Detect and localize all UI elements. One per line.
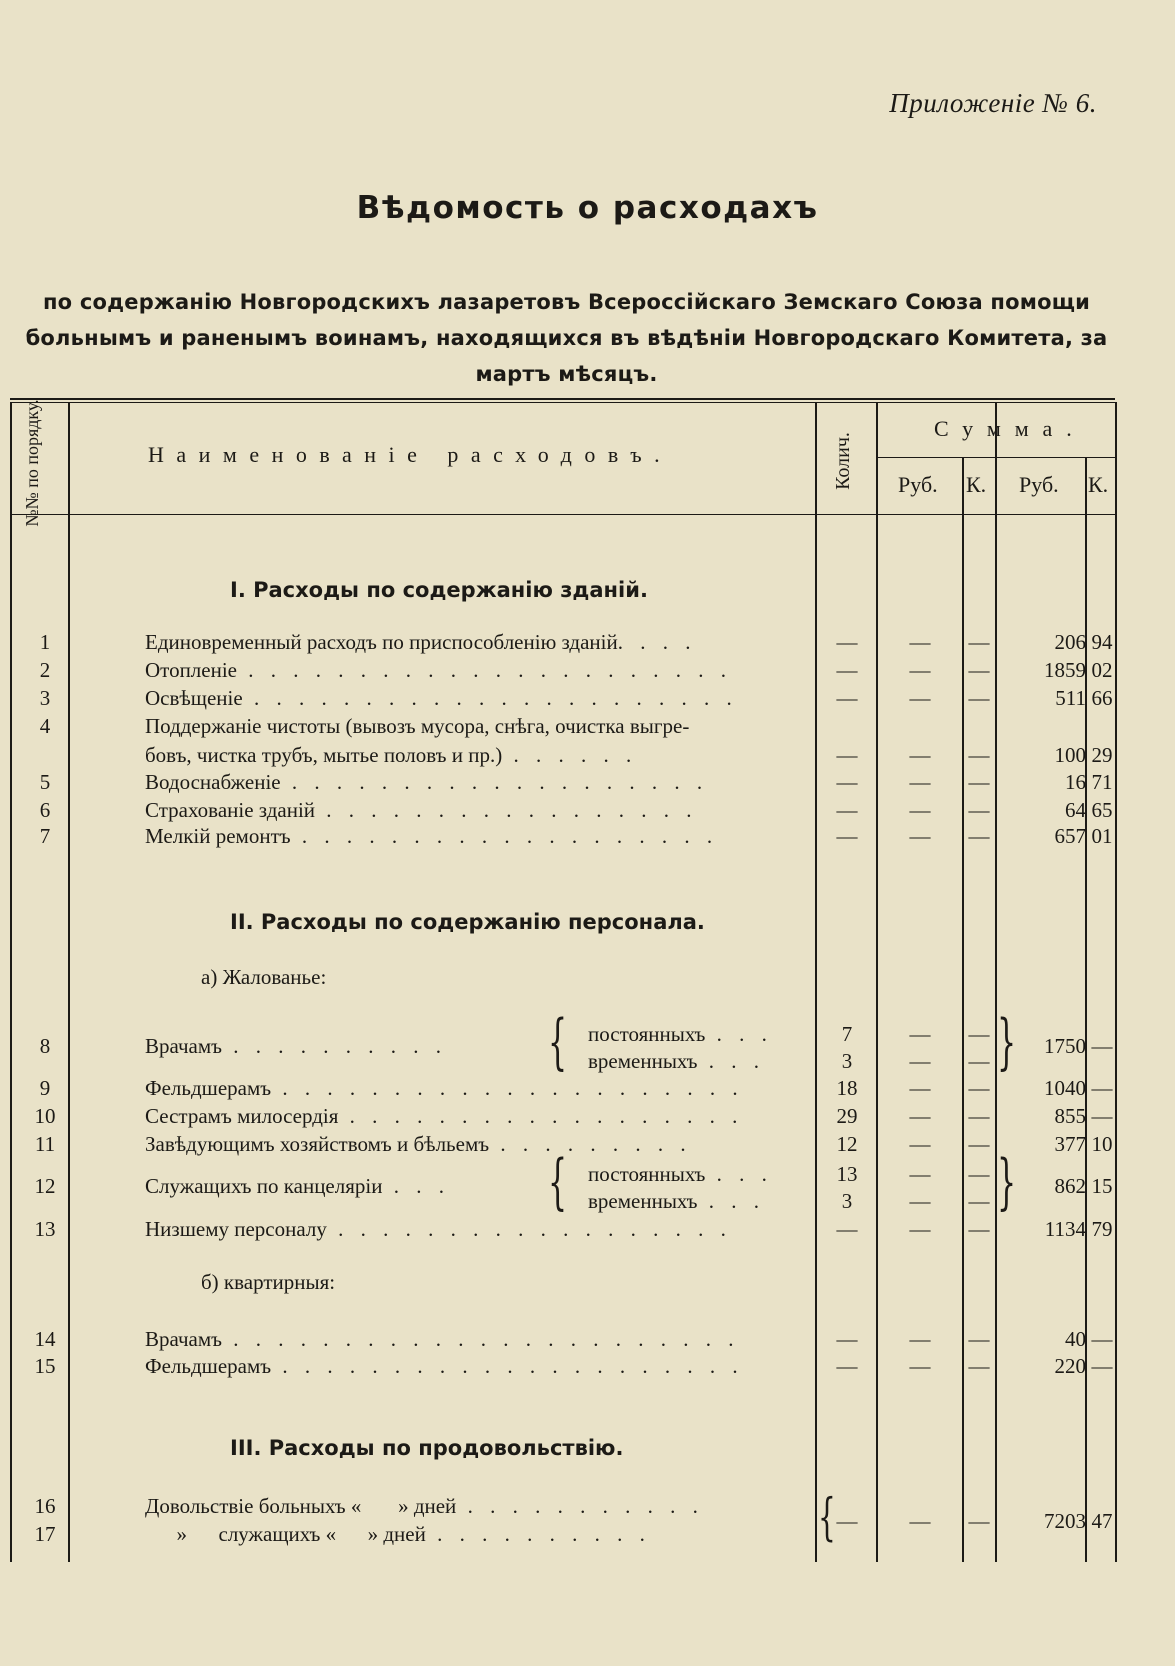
row-name — [145, 1492, 805, 1520]
sub-label — [588, 1020, 808, 1048]
row-rub1: — — [909, 1076, 931, 1100]
row-name — [145, 768, 805, 796]
row-rub1: — — [909, 630, 931, 654]
leader-dots: . . . . . . . . . . — [222, 1034, 448, 1058]
row-name-text: Сестрамъ милосердія — [145, 1104, 339, 1128]
row-name-text: Низшему персоналу — [145, 1217, 327, 1241]
row-name — [145, 1130, 805, 1158]
row-rub2: 206 — [1054, 630, 1086, 654]
row-name-text: бовъ, чистка трубъ, мытье половъ и пр.) — [145, 743, 503, 767]
col-line-left — [10, 402, 12, 1562]
row-qty: — — [836, 686, 858, 710]
row-qty: 3 — [841, 1049, 853, 1073]
row-number: 12 — [34, 1174, 56, 1198]
row-rub2: 855 — [1054, 1104, 1086, 1128]
row-name-text: Освѣщеніе — [145, 686, 243, 710]
row-rub1: — — [909, 1022, 931, 1046]
row-rub1: — — [909, 743, 931, 767]
row-kop2: 02 — [1091, 658, 1113, 682]
row-number: 2 — [39, 658, 51, 682]
table-row — [0, 1074, 1175, 1102]
row-rub2: 64 — [1065, 798, 1086, 822]
leader-dots: . . . . — [617, 630, 697, 654]
row-kop2: — — [1091, 1354, 1113, 1378]
row-kop2: 79 — [1091, 1217, 1113, 1241]
row-name-text: Врачамъ — [145, 1034, 223, 1058]
row-number: 9 — [39, 1076, 51, 1100]
row-number: 11 — [34, 1132, 56, 1156]
row-kop1: — — [968, 1049, 990, 1073]
row-kop2: 29 — [1091, 743, 1113, 767]
section-personnel: II. Расходы по содержанію персонала. — [230, 910, 705, 934]
row-rub2: 220 — [1054, 1354, 1086, 1378]
row-rub1: — — [909, 798, 931, 822]
row-rub1: — — [909, 1049, 931, 1073]
row-name-text: Страхованіе зданій — [145, 798, 316, 822]
header-sum: Сумма. — [934, 416, 1086, 441]
row-number: 7 — [39, 824, 51, 848]
row-name-text: Мелкій ремонтъ — [145, 824, 291, 848]
row-number: 17 — [34, 1522, 56, 1546]
row-rub2: 100 — [1054, 743, 1086, 767]
row-name-text: Фельдшерамъ — [145, 1354, 272, 1378]
row-rub1: — — [909, 1132, 931, 1156]
row-rub1: — — [909, 1327, 931, 1351]
col-line-rub1 — [962, 457, 964, 1562]
row-qty: — — [836, 1354, 858, 1378]
row-number: 1 — [39, 630, 51, 654]
table-row — [0, 1520, 1175, 1548]
table-row-continued — [0, 741, 1175, 769]
row-number: 16 — [34, 1494, 56, 1518]
section-buildings: I. Расходы по содержанію зданій. — [230, 578, 648, 602]
table-row — [0, 1352, 1175, 1380]
leader-dots: . . . . . . . . . . . . . . . . . . . — [290, 824, 719, 848]
row-rub1: — — [909, 1104, 931, 1128]
row-name-text: Отопленіе — [145, 658, 237, 682]
table-row — [0, 712, 1175, 740]
row-kop1: — — [968, 1509, 990, 1533]
header-no: №№ по порядку. — [22, 399, 42, 527]
leader-dots: . . . — [705, 1022, 773, 1046]
table-row — [0, 1325, 1175, 1353]
row-kop2: 94 — [1091, 630, 1113, 654]
row-name — [145, 741, 805, 769]
row-kop2: 10 — [1091, 1132, 1113, 1156]
row-kop1: — — [968, 1354, 990, 1378]
row-rub1: — — [909, 686, 931, 710]
row-kop1: — — [968, 1189, 990, 1213]
row-rub1: — — [909, 1162, 931, 1186]
sub-label-text: постоянныхъ — [588, 1022, 706, 1046]
row-name — [145, 1325, 805, 1353]
left-brace: { — [548, 1148, 568, 1218]
leader-dots: . . . . . . . . . . . . . . . . . . — [338, 1104, 744, 1128]
row-qty: — — [836, 630, 858, 654]
subsection-salary: а) Жалованье: — [201, 965, 327, 989]
leader-dots: . . . . . . . . . . . . . . . . . . . . . . — [237, 658, 732, 682]
row-rub2: 1750 — [1044, 1034, 1086, 1058]
row-name — [145, 822, 805, 850]
row-name — [145, 1074, 805, 1102]
sub-label — [588, 1160, 808, 1188]
appendix-label: Приложеніе № 6. — [889, 88, 1097, 118]
row-qty: — — [836, 743, 858, 767]
row-rub2: 40 — [1065, 1327, 1086, 1351]
sub-label — [588, 1047, 808, 1075]
row-qty: 12 — [836, 1132, 858, 1156]
subsection-housing: б) квартирныя: — [201, 1270, 336, 1294]
leader-dots: . . . . . . . . . . . . . . . . . . . . . — [271, 1354, 744, 1378]
row-name-text: Довольствіе больныхъ « » дней — [145, 1494, 457, 1518]
row-number: 5 — [39, 770, 51, 794]
header-rub-2: Руб. — [1019, 472, 1059, 497]
row-name-text: Служащихъ по канцеляріи — [145, 1174, 383, 1198]
table-top-rule — [10, 398, 1115, 400]
row-qty: — — [836, 798, 858, 822]
row-rub2: 511 — [1055, 686, 1086, 710]
row-rub2: 1134 — [1044, 1217, 1086, 1241]
row-kop2: 65 — [1091, 798, 1113, 822]
row-rub2: 7203 — [1044, 1509, 1086, 1533]
row-name — [145, 796, 805, 824]
table-row — [0, 822, 1175, 850]
row-rub1: — — [909, 770, 931, 794]
row-kop2: — — [1091, 1034, 1113, 1058]
leader-dots: . . . . . . — [502, 743, 638, 767]
leader-dots: . . . . . . . . . . . . . . . . . . . . . — [271, 1076, 744, 1100]
col-line-rub2 — [1085, 457, 1087, 1562]
row-kop1: — — [968, 1076, 990, 1100]
row-kop2: — — [1091, 1076, 1113, 1100]
row-kop1: — — [968, 1217, 990, 1241]
row-name-text: » служащихъ « » дней — [145, 1522, 426, 1546]
col-line-no — [68, 402, 70, 1562]
row-rub2: 1040 — [1044, 1076, 1086, 1100]
left-brace: { — [548, 1008, 568, 1078]
row-kop1: — — [968, 686, 990, 710]
row-qty: 18 — [836, 1076, 858, 1100]
sub-label — [588, 1187, 808, 1215]
table-row — [0, 796, 1175, 824]
row-kop1: — — [968, 1132, 990, 1156]
row-rub1: — — [909, 1217, 931, 1241]
right-brace: } — [997, 1008, 1017, 1078]
row-kop1: — — [968, 1104, 990, 1128]
row-name — [145, 684, 805, 712]
leader-dots: . . . . . . . . . — [489, 1132, 692, 1156]
row-rub2: 862 — [1054, 1174, 1086, 1198]
leader-dots: . . . . . . . . . . . . . . . . . . . — [280, 770, 709, 794]
sub-label-text: постоянныхъ — [588, 1162, 706, 1186]
row-name-text: Завѣдующимъ хозяйствомъ и бѣльемъ — [145, 1132, 490, 1156]
row-qty: — — [836, 770, 858, 794]
row-qty: — — [836, 1509, 858, 1533]
row-kop1: — — [968, 798, 990, 822]
row-kop2: — — [1091, 1327, 1113, 1351]
row-kop1: — — [968, 743, 990, 767]
col-line-right — [1115, 402, 1117, 1562]
row-rub2: 16 — [1065, 770, 1086, 794]
row-name — [145, 1352, 805, 1380]
sub-label-text: временныхъ — [588, 1049, 698, 1073]
row-name-text: Единовременный расходъ по приспособленію зданій — [145, 630, 618, 654]
row-kop1: — — [968, 1327, 990, 1351]
leader-dots: . . . . . . . . . . . — [456, 1494, 704, 1518]
page-title: Вѣдомость о расходахъ — [356, 190, 819, 226]
leader-dots: . . . . . . . . . . . . . . . . . . . . . . . — [222, 1327, 740, 1351]
leader-dots: . . . — [705, 1162, 773, 1186]
row-name — [145, 628, 805, 656]
row-qty: — — [836, 1327, 858, 1351]
row-number: 6 — [39, 798, 51, 822]
row-kop1: — — [968, 658, 990, 682]
row-kop2: 66 — [1091, 686, 1113, 710]
row-rub2: 377 — [1054, 1132, 1086, 1156]
leader-dots: . . . — [697, 1049, 765, 1073]
row-qty: 7 — [841, 1022, 853, 1046]
row-number: 4 — [39, 714, 51, 738]
row-rub2: 1859 — [1044, 658, 1086, 682]
row-qty: — — [836, 1217, 858, 1241]
row-rub1: — — [909, 824, 931, 848]
row-rub1: — — [909, 658, 931, 682]
row-number: 15 — [34, 1354, 56, 1378]
header-bottom-rule — [10, 514, 1115, 515]
right-brace: } — [997, 1148, 1017, 1218]
row-kop1: — — [968, 824, 990, 848]
row-kop1: — — [968, 630, 990, 654]
table-row — [0, 1215, 1175, 1243]
leader-dots: . . . . . . . . . . . . . . . . . — [315, 798, 698, 822]
row-kop2: 71 — [1091, 770, 1113, 794]
row-name-line1: Поддержаніе чистоты (вывозъ мусора, снѣга, очистка выгре- — [145, 714, 690, 738]
row-qty: 29 — [836, 1104, 858, 1128]
row-rub1: — — [909, 1509, 931, 1533]
table-row — [0, 684, 1175, 712]
row-rub1: — — [909, 1354, 931, 1378]
row-kop2: 47 — [1091, 1509, 1113, 1533]
sub-label-text: временныхъ — [588, 1189, 698, 1213]
row-name-text: Фельдшерамъ — [145, 1076, 272, 1100]
row-name-text: Врачамъ — [145, 1327, 223, 1351]
row-number: 10 — [34, 1104, 56, 1128]
section-provisions: III. Расходы по продовольствію. — [230, 1436, 624, 1460]
row-number: 14 — [34, 1327, 56, 1351]
header-name: Наименованіе расходовъ. — [148, 442, 673, 467]
row-name-text: Водоснабженіе — [145, 770, 281, 794]
row-rub2: 657 — [1054, 824, 1086, 848]
row-number: 8 — [39, 1034, 51, 1058]
col-line-qty — [876, 402, 878, 1562]
leader-dots: . . . — [697, 1189, 765, 1213]
header-rub-1: Руб. — [898, 472, 938, 497]
row-rub1: — — [909, 1189, 931, 1213]
row-kop1: — — [968, 770, 990, 794]
row-kop2: 01 — [1091, 824, 1113, 848]
leader-dots: . . . . . . . . . . . . . . . . . . . . . . — [242, 686, 738, 710]
row-qty: — — [836, 824, 858, 848]
row-name — [145, 656, 805, 684]
row-number: 3 — [39, 686, 51, 710]
row-qty: — — [836, 658, 858, 682]
row-name — [145, 1032, 545, 1060]
header-kop-2: К. — [1088, 472, 1109, 497]
col-line-name — [815, 402, 817, 1562]
leader-dots: . . . . . . . . . . . . . . . . . . — [326, 1217, 732, 1241]
row-kop2: — — [1091, 1104, 1113, 1128]
row-number: 13 — [34, 1217, 56, 1241]
table-row — [0, 656, 1175, 684]
header-kop-1: К. — [966, 472, 987, 497]
leader-dots: . . . . . . . . . . — [425, 1522, 651, 1546]
row-name — [145, 1102, 805, 1130]
left-brace: { — [818, 1487, 836, 1547]
row-kop1: — — [968, 1022, 990, 1046]
row-kop2: 15 — [1091, 1174, 1113, 1198]
leader-dots: . . . — [382, 1174, 450, 1198]
row-qty: 13 — [836, 1162, 858, 1186]
header-qty: Колич. — [832, 432, 854, 490]
row-name — [145, 1215, 805, 1243]
page-subtitle: по содержанію Новгородскихъ лазаретовъ Всероссійскаго Земскаго Союза помощи больнымъ и раненымъ воинамъ, находящихся въ вѣдѣніи Новгородскаго Комитета, за мартъ мѣсяцъ. — [25, 290, 1108, 386]
row-qty: 3 — [841, 1189, 853, 1213]
row-kop1: — — [968, 1162, 990, 1186]
row-name — [145, 1520, 805, 1548]
table-row — [0, 628, 1175, 656]
table-row — [0, 768, 1175, 796]
table-top-rule-2 — [10, 402, 1115, 403]
table-row — [0, 1492, 1175, 1520]
row-name — [145, 1172, 545, 1200]
